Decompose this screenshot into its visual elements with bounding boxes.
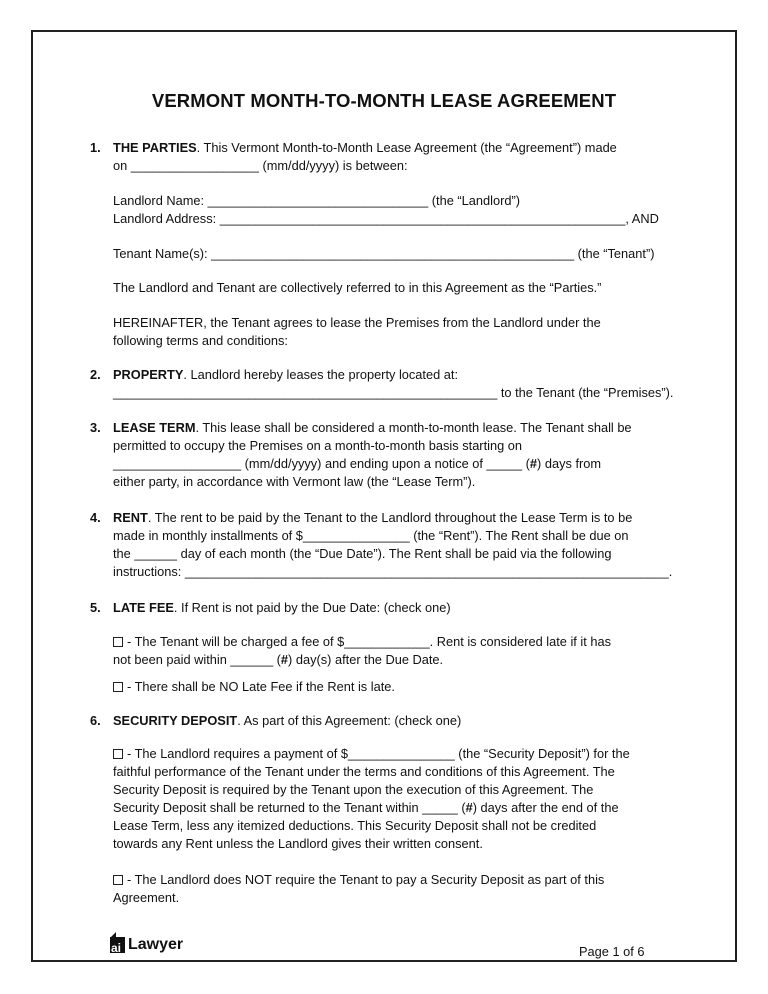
section-1-line-2: on __________________ (mm/dd/yyyy) is between: <box>113 158 408 173</box>
section-1-heading: THE PARTIES <box>113 140 197 155</box>
hereinafter-line-2: following terms and conditions: <box>113 333 288 348</box>
deposit-option-2-line-2: Agreement. <box>113 890 180 905</box>
late-fee-option-1-line-2: not been paid within ______ (#) day(s) after the Due Date. <box>113 652 444 667</box>
late-fee-option-2: - There shall be NO Late Fee if the Rent is late. <box>113 679 395 695</box>
section-4-line-1: RENT. The rent to be paid by the Tenant to the Landlord throughout the Lease Term is to be <box>113 510 633 525</box>
section-5-line-1: LATE FEE. If Rent is not paid by the Due Date: (check one) <box>113 600 451 615</box>
section-6-line-1: SECURITY DEPOSIT. As part of this Agreement: (check one) <box>113 713 462 728</box>
section-6-heading: SECURITY DEPOSIT <box>113 713 238 728</box>
late-fee-option-2-checkbox[interactable] <box>113 682 123 692</box>
section-6-number: 6. <box>90 713 101 728</box>
logo-mark-icon: ai <box>110 937 125 953</box>
property-address-field[interactable]: ______________________________________________________ to the Tenant (the “Premises”). <box>113 385 674 400</box>
section-1-number: 1. <box>90 140 101 155</box>
landlord-name-field[interactable]: Landlord Name: _______________________________ (the “Landlord”) <box>113 193 520 208</box>
deposit-option-1-line-5: Lease Term, less any itemized deductions. This Security Deposit shall not be credited <box>113 818 597 833</box>
late-fee-option-1-checkbox[interactable] <box>113 637 123 647</box>
deposit-option-1-line-2: faithful performance of the Tenant under the terms and conditions of this Agreement. The <box>113 764 615 779</box>
section-2-number: 2. <box>90 367 101 382</box>
deposit-option-1-line-6: towards any Rent unless the Landlord gives their written consent. <box>113 836 483 851</box>
page-number: Page 1 of 6 <box>579 944 645 959</box>
section-3-line-4: either party, in accordance with Vermont law (the “Lease Term”). <box>113 474 476 489</box>
section-2-line-1: PROPERTY. Landlord hereby leases the property located at: <box>113 367 459 382</box>
deposit-option-1-checkbox[interactable] <box>113 749 123 759</box>
deposit-option-2-checkbox[interactable] <box>113 875 123 885</box>
due-day-field[interactable]: the ______ day of each month (the “Due Date”). The Rent shall be paid via the following <box>113 546 612 561</box>
section-5-heading: LATE FEE <box>113 600 174 615</box>
section-1-line-1: THE PARTIES. This Vermont Month-to-Month Lease Agreement (the “Agreement”) made <box>113 140 617 155</box>
payment-instructions-field[interactable]: instructions: ____________________________________________________________________. <box>113 564 673 579</box>
section-3-line-2: permitted to occupy the Premises on a month-to-month basis starting on <box>113 438 522 453</box>
section-4-number: 4. <box>90 510 101 525</box>
tenant-names-field[interactable]: Tenant Name(s): ___________________________________________________ (the “Tenant”) <box>113 246 655 261</box>
parties-text: The Landlord and Tenant are collectively referred to in this Agreement as the “Parties.” <box>113 280 602 295</box>
lease-term-fields[interactable]: __________________ (mm/dd/yyyy) and ending upon a notice of _____ (#) days from <box>113 456 602 471</box>
deposit-option-1-line-3: Security Deposit is required by the Tenant upon the execution of this Agreement. The <box>113 782 594 797</box>
landlord-address-field[interactable]: Landlord Address: _________________________________________________________, AND <box>113 211 659 226</box>
section-3-line-1: LEASE TERM. This lease shall be considered a month-to-month lease. The Tenant shall be <box>113 420 632 435</box>
late-fee-option-1: - The Tenant will be charged a fee of $____________. Rent is considered late if it has <box>113 634 611 650</box>
hereinafter-line-1: HEREINAFTER, the Tenant agrees to lease the Premises from the Landlord under the <box>113 315 601 330</box>
deposit-option-1: - The Landlord requires a payment of $_______________ (the “Security Deposit”) for the <box>113 746 630 762</box>
deposit-option-2: - The Landlord does NOT require the Tenant to pay a Security Deposit as part of this <box>113 872 604 888</box>
section-3-heading: LEASE TERM <box>113 420 196 435</box>
section-2-heading: PROPERTY <box>113 367 184 382</box>
section-3-number: 3. <box>90 420 101 435</box>
document-title: VERMONT MONTH-TO-MONTH LEASE AGREEMENT <box>151 90 617 111</box>
rent-amount-field[interactable]: made in monthly installments of $_______________ (the “Rent”). The Rent shall be due on <box>113 528 629 543</box>
deposit-option-1-line-4: Security Deposit shall be returned to the Tenant within _____ (#) days after the end of the <box>113 800 619 815</box>
logo-text: Lawyer <box>128 936 184 953</box>
section-4-heading: RENT <box>113 510 148 525</box>
section-5-number: 5. <box>90 600 101 615</box>
